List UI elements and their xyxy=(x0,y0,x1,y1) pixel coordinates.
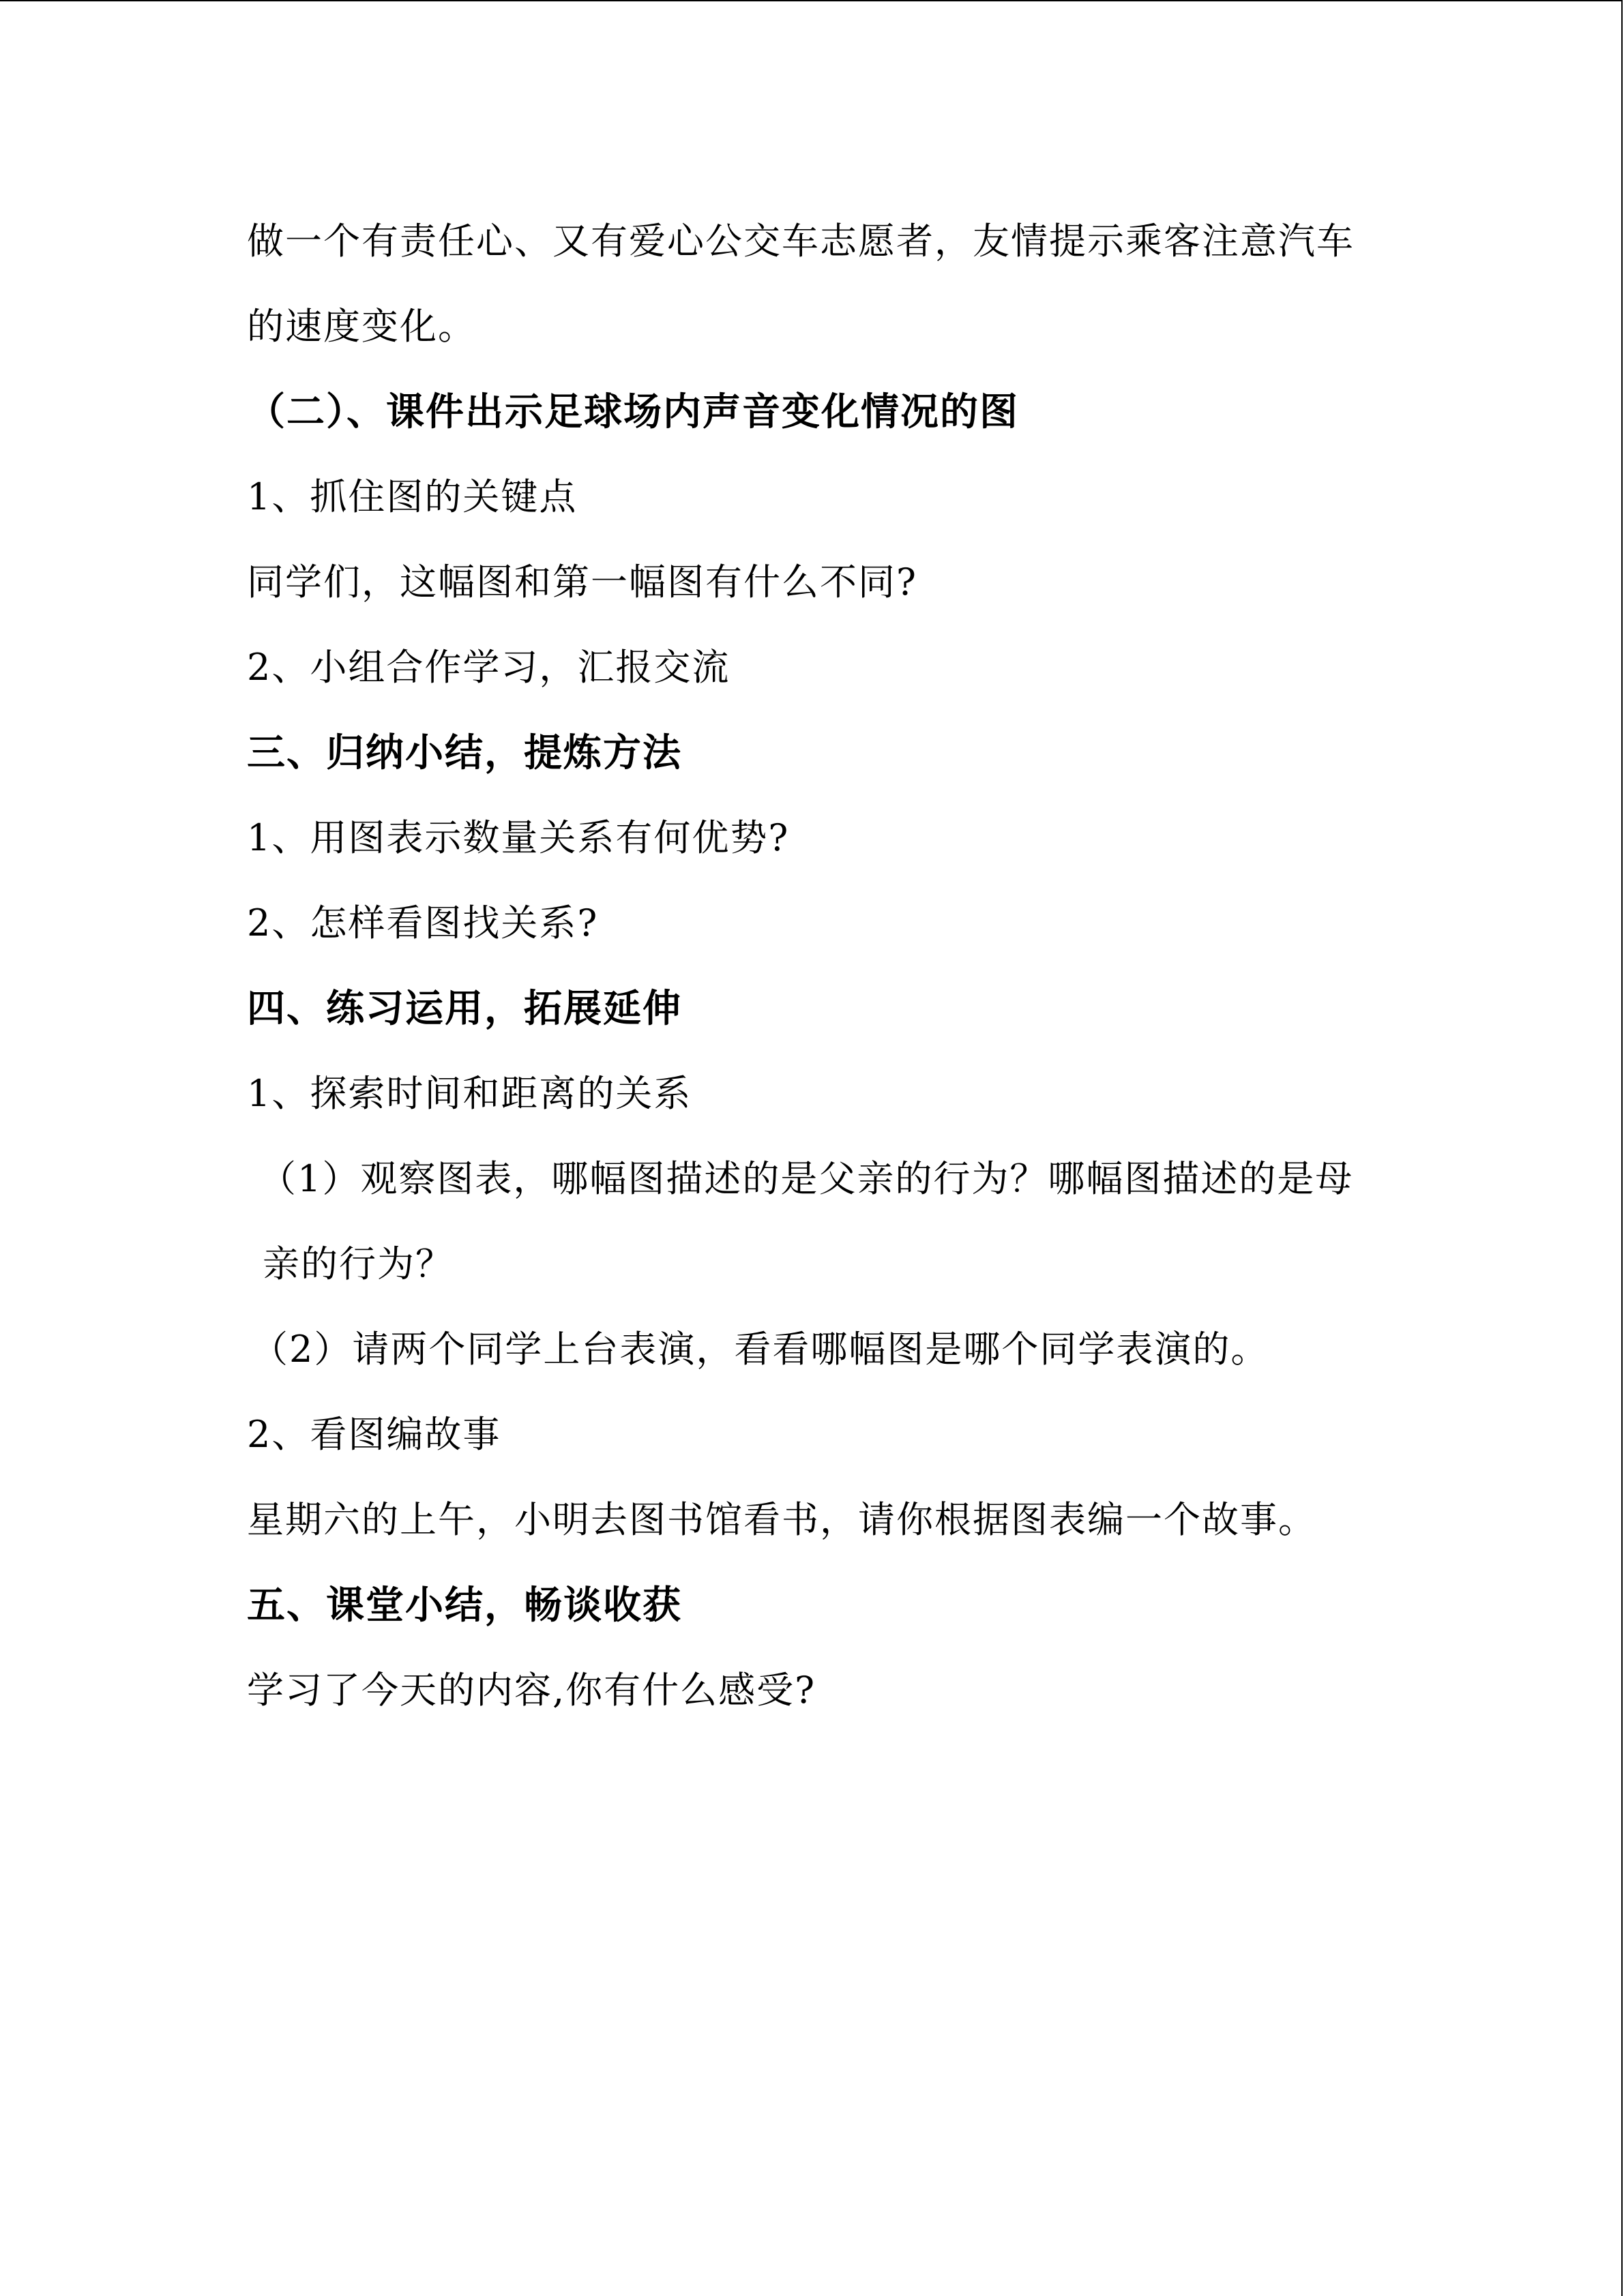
body-text-line: 学习了今天的内容,你有什么感受? xyxy=(247,1669,816,1712)
sub-list-item: （1）观察图表，哪幅图描述的是父亲的行为？哪幅图描述的是母 xyxy=(259,1157,1354,1200)
section-heading: 四、练习运用，拓展延伸 xyxy=(247,986,682,1031)
list-item: 2、看图编故事 xyxy=(247,1413,501,1456)
body-text-line: 的速度变化。 xyxy=(247,305,476,348)
body-text-line: 星期六的上午，小明去图书馆看书，请你根据图表编一个故事。 xyxy=(247,1498,1316,1541)
list-item: 2、小组合作学习，汇报交流 xyxy=(247,646,730,689)
section-heading: （二）、课件出示足球场内声音变化情况的图 xyxy=(247,389,1019,434)
section-heading: 三、归纳小结，提炼方法 xyxy=(247,730,682,775)
list-item: 2、怎样看图找关系? xyxy=(247,901,599,944)
list-item: 1、抓住图的关键点 xyxy=(247,475,578,518)
list-item: 1、用图表示数量关系有何优势? xyxy=(247,816,790,859)
section-heading: 五、课堂小结，畅谈收获 xyxy=(247,1583,682,1628)
list-item: 1、探索时间和距离的关系 xyxy=(247,1072,692,1115)
sub-list-item: （2）请两个同学上台表演，看看哪幅图是哪个同学表演的。 xyxy=(251,1328,1269,1371)
body-text-line: 同学们，这幅图和第一幅图有什么不同? xyxy=(247,561,917,603)
body-text-line: 做一个有责任心、又有爱心公交车志愿者，友情提示乘客注意汽车 xyxy=(247,220,1355,263)
sub-list-item: 亲的行为？ xyxy=(263,1242,454,1285)
